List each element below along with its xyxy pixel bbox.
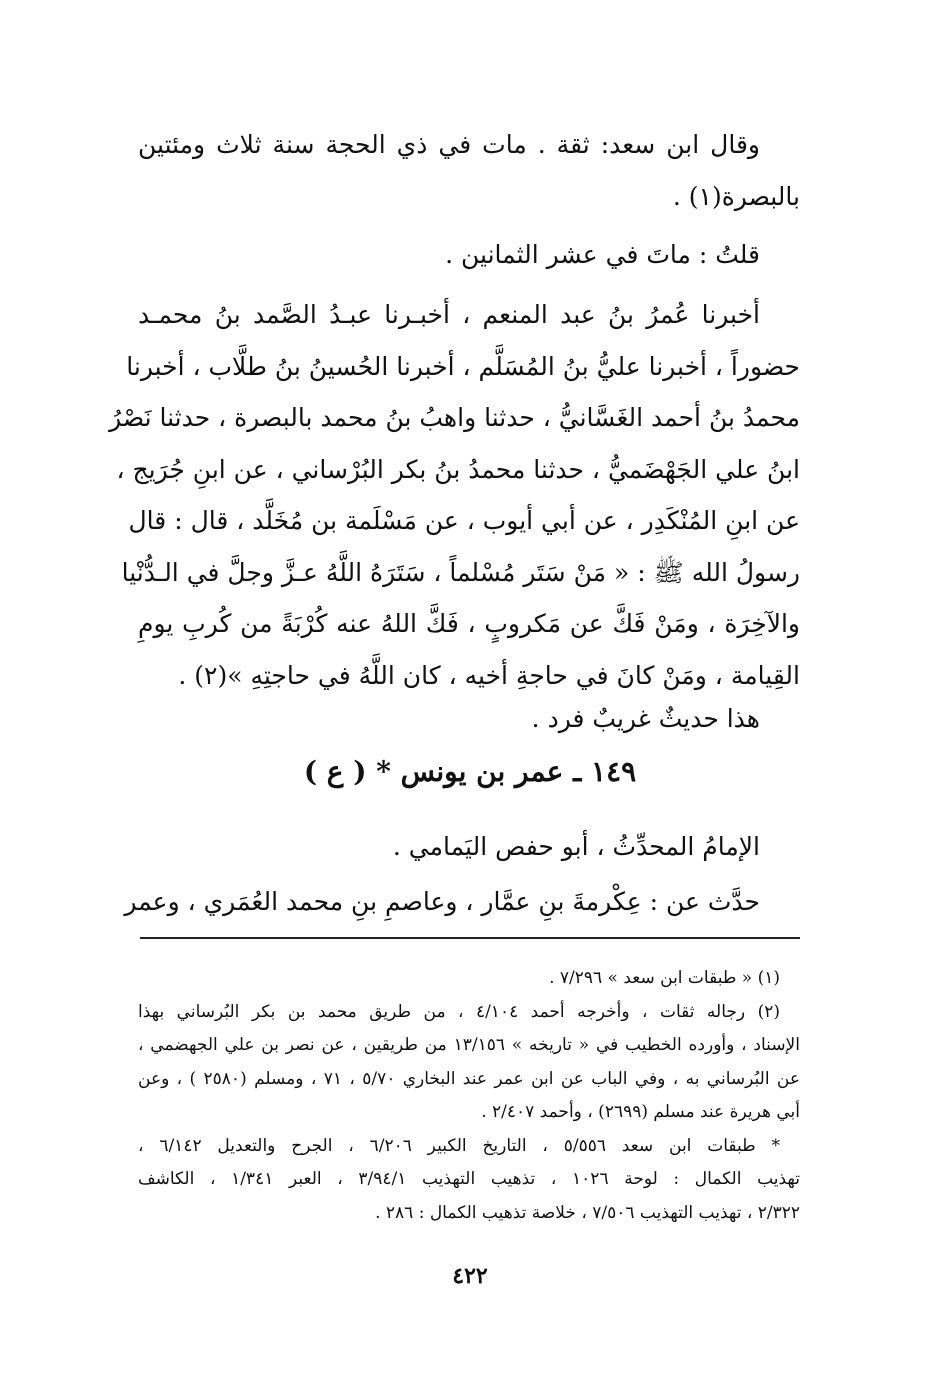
footnote-divider <box>140 937 800 939</box>
text-line: بالبصرة(١) . <box>672 181 800 211</box>
page-number: ٤٢٢ <box>452 1263 488 1289</box>
paragraph-title <box>138 821 800 873</box>
footnote-2-line: الإسناد ، وأورده الخطيب في « تاريخه » ١٣/١٥٦ من طريقين ، عن نصر بن علي الجهضمي ، <box>138 1035 800 1055</box>
text-line: والآخِرَة ، ومَنْ فَكَّ عن مَكروبٍ ، فَكَّ اللهُ عنه كُرْبَةً من كُربِ يومِ <box>138 609 800 638</box>
footnote-1: (١) « طبقات ابن سعد » ٧/٢٩٦ . <box>549 968 780 988</box>
footnotes <box>138 962 800 1230</box>
paragraph-death-note <box>138 119 800 222</box>
text-line: هذا حديثٌ غريبٌ فرد . <box>531 704 760 733</box>
text-line: رسولُ الله ﷺ : « مَنْ سَتَر مُسْلماً ، سَتَرَهُ اللَّهُ عـزَّ وجلَّ في الـدُّنْيا <box>121 557 800 587</box>
paragraph-narrated-from <box>124 876 800 928</box>
text-line: حضوراً ، أخبرنا عليُّ بنُ المُسَلَّم ، أخبرنا الحُسينُ بنُ طلَّاب ، أخبرنا <box>126 351 800 381</box>
paragraph-author-remark <box>138 229 800 281</box>
text-line: حدَّث عن : عِكْرمةَ بنِ عمَّار ، وعاصمِ بنِ محمد العُمَري ، وعمر <box>124 887 760 916</box>
text-line: ابنُ علي الجَهْضَميُّ ، حدثنا محمدُ بنُ بكر البُرْساني ، عن ابنِ جُرَيج ، <box>116 454 800 484</box>
footnote-sources-line: تهذيب الكمال : لوحة ١٠٢٦ ، تذهيب التهذيب ٣/٩٤/١ ، العبر ١/٣٤١ ، الكاشف <box>138 1169 801 1189</box>
text-line: قلتُ : ماتَ في عشر الثمانين . <box>445 240 760 269</box>
text-line: وقال ابن سعد: ثقة . مات في ذي الحجة سنة ثلاث ومئتين <box>138 130 760 159</box>
text-line: عن ابنِ المُنْكَدِر ، عن أبي أيوب ، عن مَسْلَمة بن مُخَلَّد ، قال : قال <box>128 506 800 535</box>
text-line: الإمامُ المحدِّثُ ، أبو حفص اليَمامي . <box>392 832 760 861</box>
text-line: القِيامة ، ومَنْ كانَ في حاجةِ أخيه ، كان اللَّهُ في حاجتِهِ »(٢) . <box>178 660 800 690</box>
text-line: محمدُ بنُ أحمد الغَسَّانيُّ ، حدثنا واهبُ بنُ محمد بالبصرة ، حدثنا نَصْرُ <box>109 403 800 432</box>
footnote-2-line: أبي هريرة عند مسلم (٢٦٩٩) ، وأحمد ٢/٤٠٧ . <box>481 1102 800 1122</box>
footnote-2-line: عن البُرساني به ، وفي الباب عن ابن عمر عند البخاري ٥/٧٠ ، ٧١ ، ومسلم (٢٥٨٠ ) ، وعن <box>138 1068 801 1089</box>
entry-heading: ١٤٩ ـ عمر بن يونس * ( ع ) <box>303 755 637 788</box>
paragraph-grading <box>138 693 800 745</box>
footnote-2-line: (٢) رجاله ثقات ، وأخرجه أحمد ٤/١٠٤ ، من طريق محمد بن بكر البُرساني بهذا <box>138 1001 780 1022</box>
paragraph-hadith <box>109 289 800 701</box>
footnote-sources-line: ٢/٣٢٢ ، تهذيب التهذيب ٧/٥٠٦ ، خلاصة تذهيب الكمال : ٢٨٦ . <box>375 1202 800 1223</box>
text-line: أخبرنا عُمرُ بنُ عبد المنعم ، أخبـرنا عبـدُ الصَّمد بنُ محمـد <box>138 300 760 329</box>
footnote-sources-line: * طبقات ابن سعد ٥/٥٥٦ ، التاريخ الكبير ٦/٢٠٦ ، الجرح والتعديل ٦/١٤٢ ، <box>138 1135 780 1156</box>
